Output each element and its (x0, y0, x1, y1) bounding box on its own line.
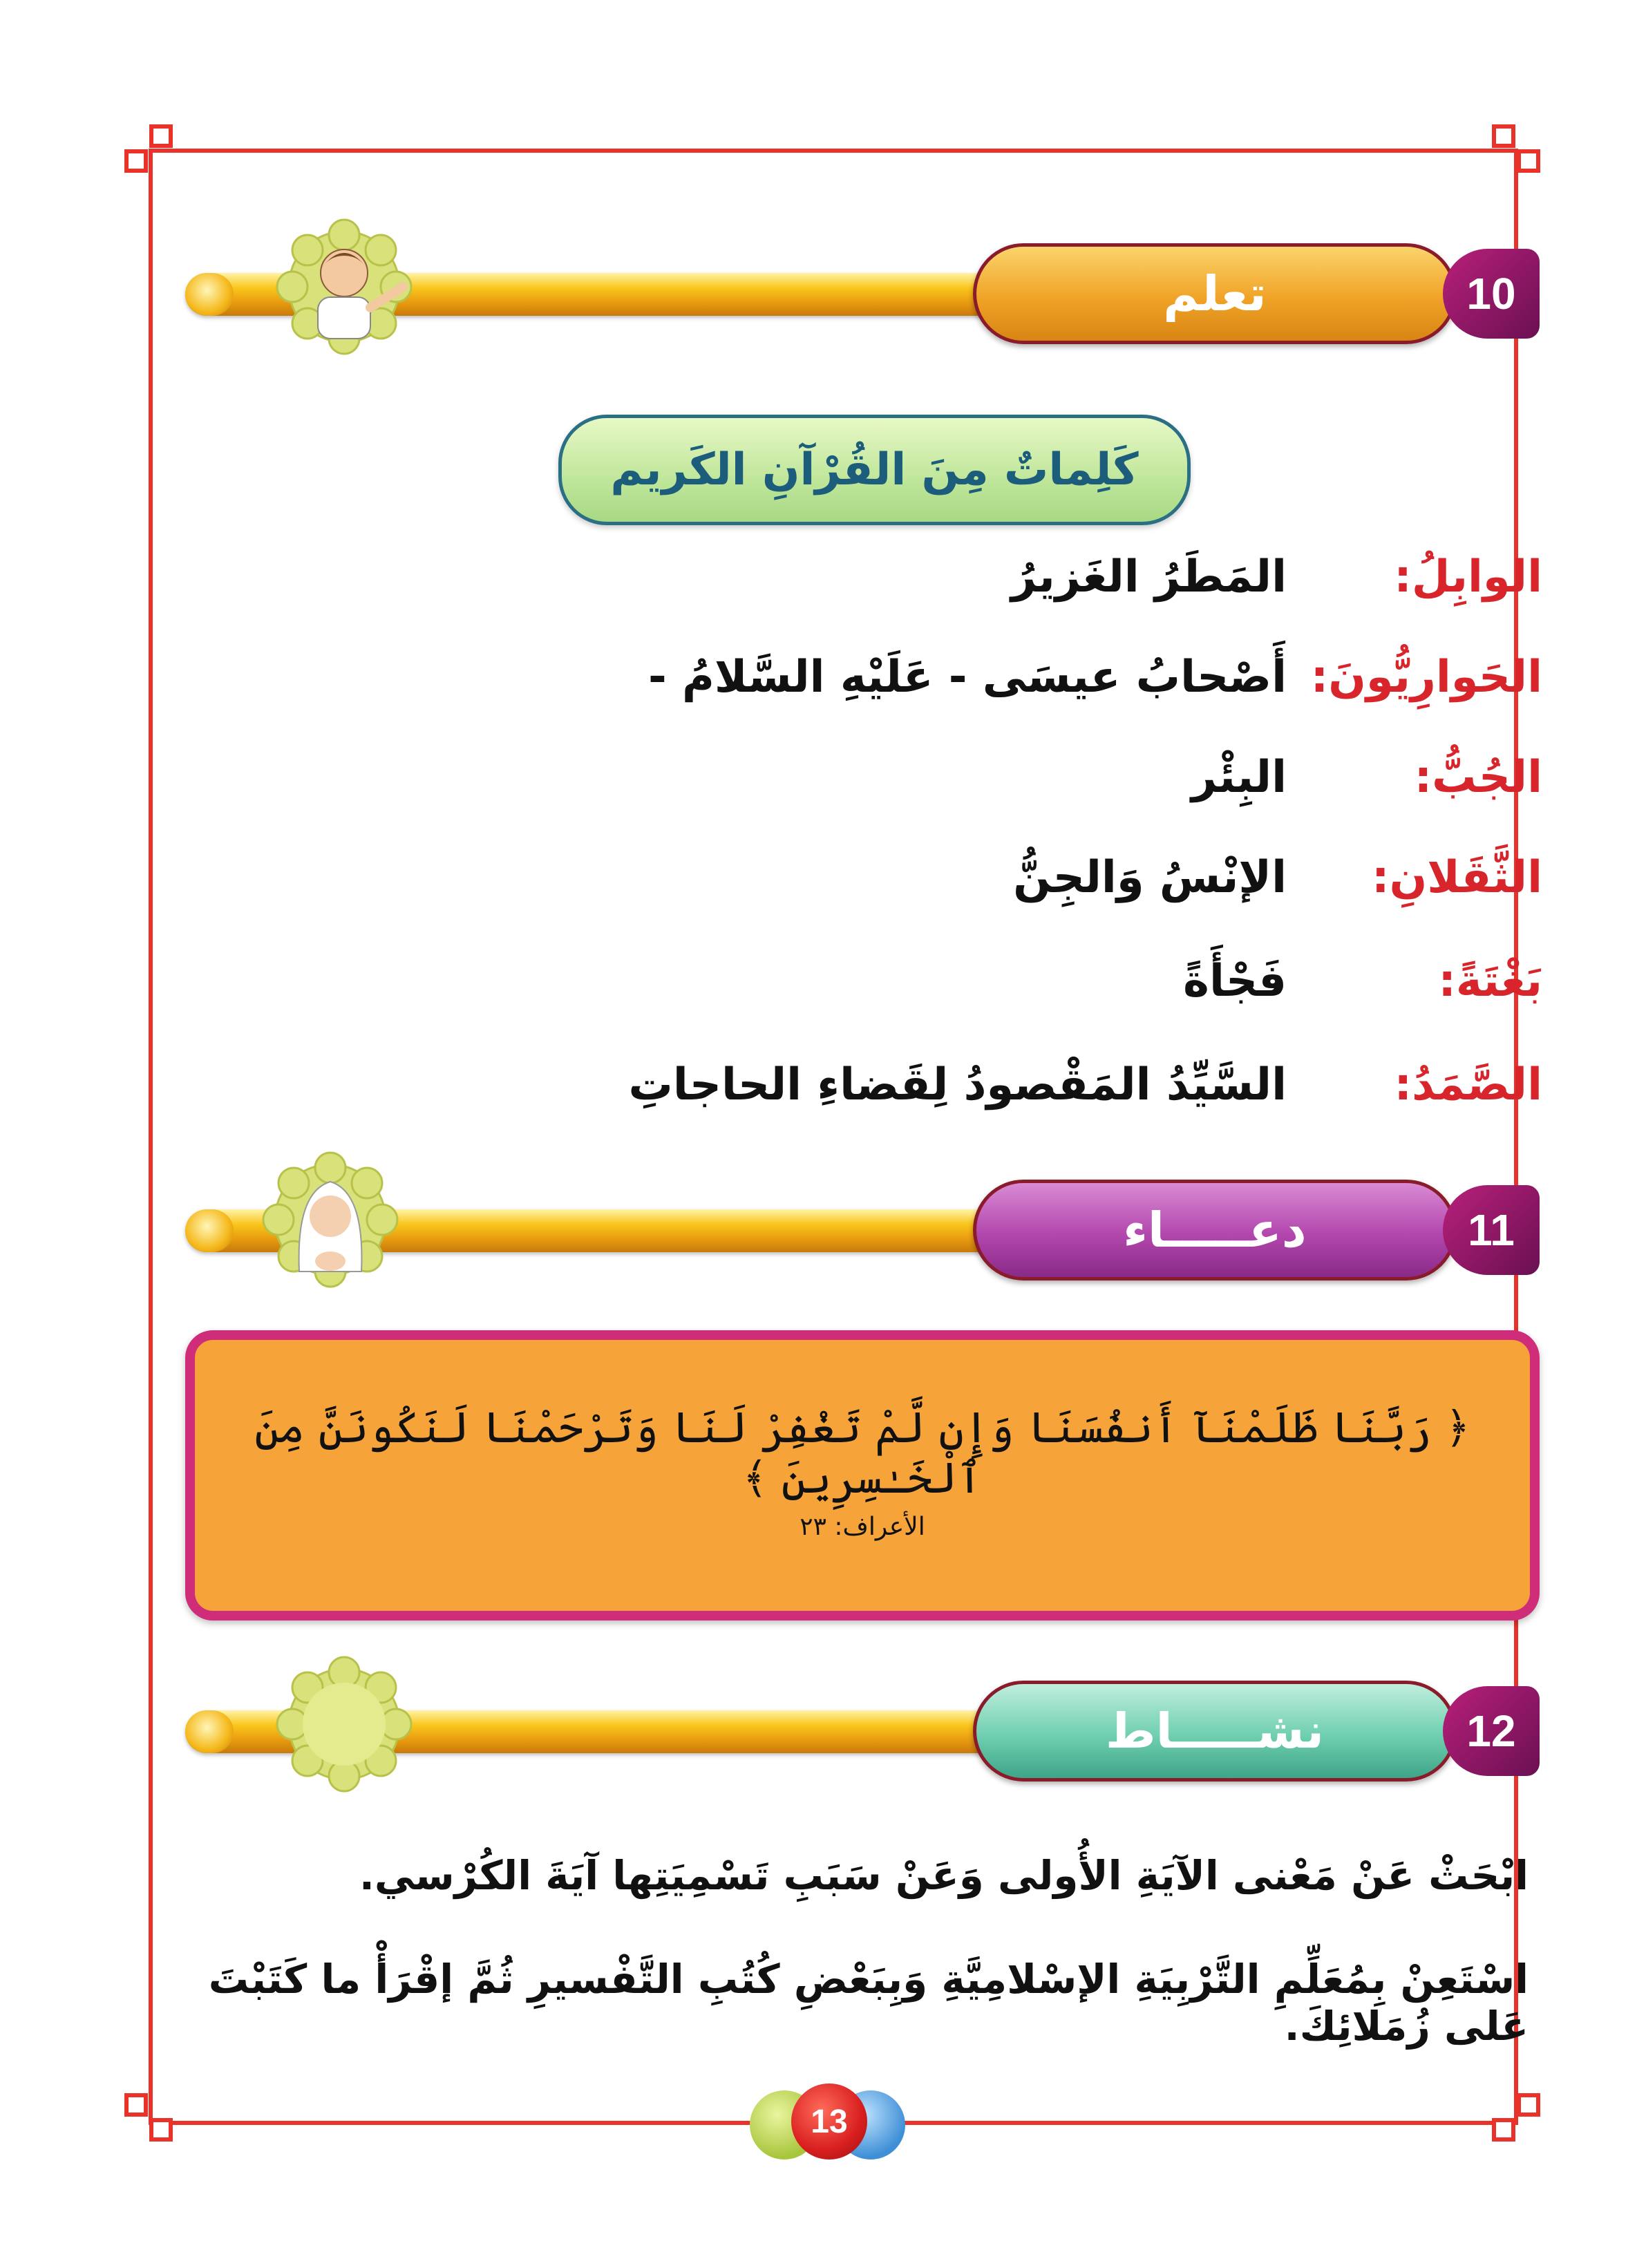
section-number: 11 (1443, 1185, 1540, 1275)
vocab-meaning: البِئْر (1191, 752, 1287, 803)
section-title: تعلم (973, 243, 1457, 344)
corner-ornament-top-right (1482, 124, 1544, 187)
corner-ornament-bottom-left (124, 2083, 187, 2146)
boy-medallion-icon (275, 218, 413, 356)
vocab-term: الحَوارِيُّونَ: (1310, 652, 1542, 703)
vocab-meaning: أَصْحابُ عيسَى - عَلَيْهِ السَّلامُ - (648, 652, 1287, 703)
girl-medallion-icon (261, 1151, 399, 1289)
corner-ornament-top-left (124, 124, 187, 187)
vocab-meaning: المَطَرُ الغَزيرُ (1010, 551, 1287, 603)
vocab-term: الثَّقَلانِ: (1372, 852, 1542, 903)
vocab-heading: كَلِماتٌ مِنَ القُرْآنِ الكَريم (558, 415, 1191, 525)
vocab-meaning: الإنْسُ وَالجِنُّ (1013, 852, 1287, 903)
page-number: 13 (791, 2083, 867, 2160)
section-prayer-header (164, 1171, 1540, 1289)
corner-ornament-bottom-right (1482, 2083, 1544, 2146)
prayer-reference: الأعراف: ٢٣ (800, 1513, 925, 1541)
vocab-term: الجُبُّ: (1414, 752, 1542, 803)
section-title: دعـــــاء (973, 1180, 1457, 1281)
activity-line: ابْحَثْ عَنْ مَعْنى الآيَةِ الأُولى وَعَنْ سَبَبِ تَسْمِيَتِها آيَةَ الكُرْسي. (359, 1852, 1529, 1899)
vocab-item (629, 1043, 1543, 1126)
vocab-item (1013, 836, 1542, 919)
vocab-meaning: فَجْأَةً (1183, 956, 1287, 1007)
vocab-term: بَغْتَةً: (1438, 956, 1542, 1007)
prayer-box (185, 1330, 1540, 1620)
section-title: نشـــــاط (973, 1681, 1457, 1782)
activity-line: اسْتَعِنْ بِمُعَلِّمِ التَّرْبِيَةِ الإسْلامِيَّةِ وَبِبَعْضِ كُتُبِ التَّفْسيرِ ثُمَّ إقْرَأْ ما كَتَبْتَ عَلى زُمَلائِكَ. (208, 1956, 1529, 2050)
vocab-term: الوابِلُ: (1394, 551, 1542, 603)
prayer-verse: ﴿ رَبَّنَا ظَلَمْنَآ أَنفُسَنَا وَإِن لَّمْ تَغْفِرْ لَنَا وَتَرْحَمْنَا لَنَكُونَنَّ مِنَ ٱلْخَـٰسِرِينَ ﴾ (254, 1402, 1470, 1503)
flower-medallion-icon (275, 1655, 413, 1793)
vocab-item (1191, 736, 1542, 819)
vocab-item (1011, 536, 1542, 618)
section-activity-header (164, 1672, 1540, 1790)
vocab-term: الصَّمَدُ: (1394, 1059, 1542, 1111)
vocab-item (648, 636, 1542, 719)
page-number-badge (750, 2083, 902, 2160)
vocab-meaning: السَّيِّدُ المَقْصودُ لِقَضاءِ الحاجاتِ (628, 1059, 1287, 1111)
section-number: 12 (1443, 1686, 1540, 1776)
section-number: 10 (1443, 249, 1540, 339)
vocab-item (1183, 940, 1542, 1023)
section-learn-header (164, 235, 1540, 352)
